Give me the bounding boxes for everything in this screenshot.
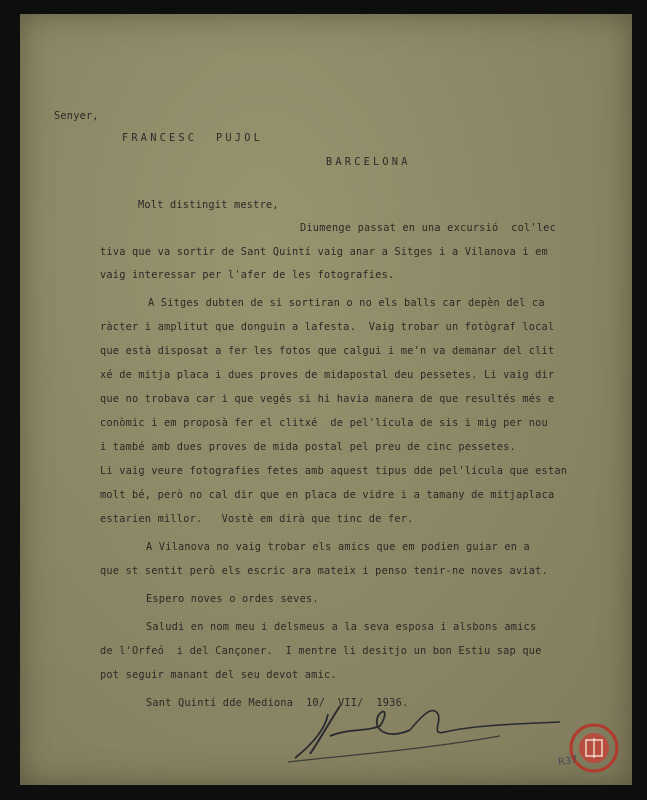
body-line: molt bé, però no cal dir que en placa de vidre i a tamany de mitjaplaca — [100, 489, 555, 501]
body-line: tiva que va sortir de Sant Quintí vaig anar a Sitges i a Vilanova i em — [100, 246, 548, 258]
body-line: conòmic i em proposà fer el clitxé de pel'lícula de sis i mig per nou — [100, 417, 548, 429]
archive-stamp — [568, 722, 620, 774]
body-line: ràcter i amplitut que donguin a lafesta. Vaig trobar un fotògraf local — [100, 321, 555, 333]
body-line: xé de mitja placa i dues proves de midapostal deu pessetes. Li vaig dir — [100, 369, 555, 381]
body-line: de l'Orfeó i del Cançoner. I mentre li desitjo un bon Estiu sap que — [100, 645, 542, 657]
date-line: Sant Quintí dde Mediona 10/ VII/ 1936. — [146, 697, 409, 709]
salutation-to: Senyer, — [54, 110, 99, 122]
body-line: que no trobava car i que vegés si hi havia manera de que resultés més e — [100, 393, 555, 405]
body-line: vaig interessar per l'afer de les fotografies. — [100, 269, 395, 281]
body-line: Espero noves o ordes seves. — [146, 593, 319, 605]
body-line: pot seguir manant del seu devot amic. — [100, 669, 337, 681]
body-line: A Sitges dubten de si sortiran o no els balls car depèn del ca — [148, 297, 545, 309]
recipient-name: FRANCESC PUJOL — [122, 132, 263, 144]
recipient-city: BARCELONA — [326, 156, 411, 168]
greeting: Molt distingit mestre, — [138, 199, 279, 211]
body-line: Saludi en nom meu i delsmeus a la seva esposa i alsbons amics — [146, 621, 537, 633]
body-line: que st sentit però els escric ara mateix i penso tenir-ne noves aviat. — [100, 565, 548, 577]
archive-reference: R37 — [557, 754, 579, 769]
body-line: que està disposat a fer les fotos que calgui i me'n va demanar del clit — [100, 345, 555, 357]
handwritten-signature — [270, 696, 570, 766]
body-line: Li vaig veure fotografies fetes amb aquest tipus dde pel'lícula que estan — [100, 465, 568, 477]
letter-page — [20, 14, 632, 785]
body-line: Diumenge passat en una excursió col'lec — [300, 222, 556, 234]
body-line: i també amb dues proves de mida postal pel preu de cinc pessetes. — [100, 441, 516, 453]
body-line: A Vilanova no vaig trobar els amics que em podien guiar en a — [146, 541, 530, 553]
body-line: estarien millor. Vostè em dirà que tinc de fer. — [100, 513, 414, 525]
